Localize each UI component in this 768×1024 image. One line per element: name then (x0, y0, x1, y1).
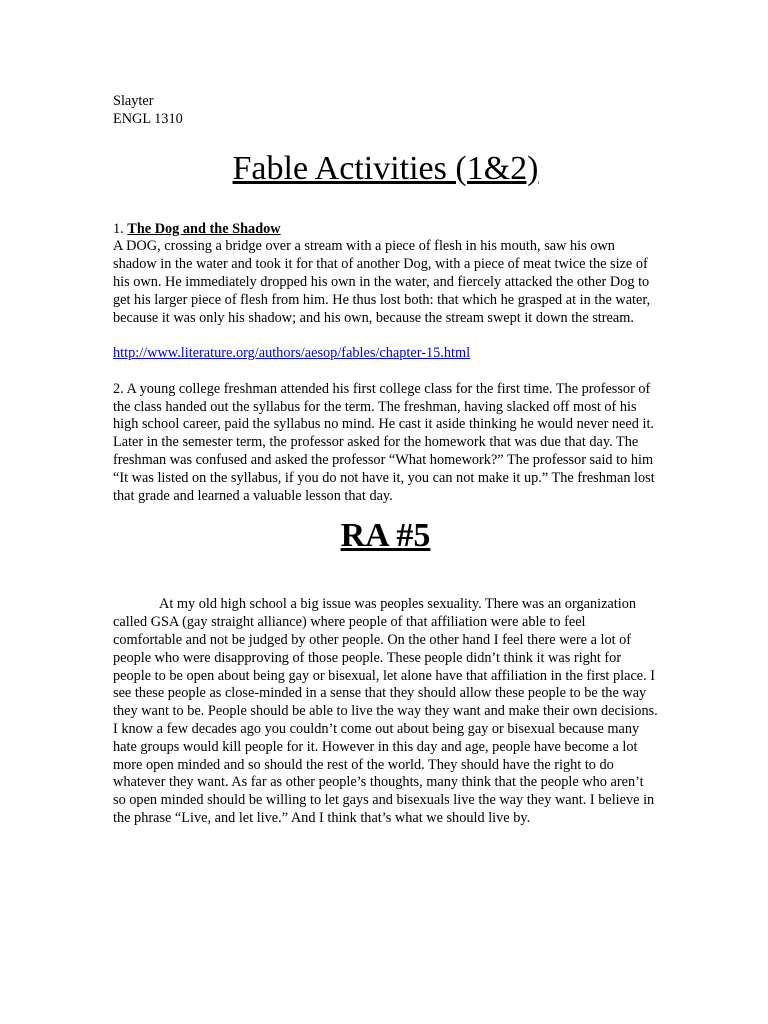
fable-1-heading: The Dog and the Shadow (127, 220, 281, 237)
document-page (113, 93, 658, 828)
ra-essay-body: At my old high school a big issue was peoples sexuality. There was an organization called GSA (gay straight alliance) where people of that affiliation were able to feel comfortable and not be judged by other people. On the other hand I feel there were a lot of people who were disapproving of those people. These people didn’t think it was right for people to be open about being gay or bisexual, let alone have that affiliation in the first place. I see these people as close-minded in a sense that they should allow these people to be the way they want to be. People should be able to live the way they want and make their own decisions. I know a few decades ago you couldn’t come out about being gay or bisexual because many hate groups would kill people for it. However in this day and age, people have become a lot more open minded and so should the rest of the world. They should have the right to do whatever they want. As far as other people’s thoughts, many think that the people who aren’t so open minded should be willing to let gays and bisexuals live the way they want. I believe in the phrase “Live, and let live.” And I think that’s what we should live by. (113, 596, 658, 826)
fable-1-heading-line (113, 221, 658, 239)
course-code: ENGL 1310 (113, 110, 183, 127)
fable-2-body: 2. A young college freshman attended his first college class for the first time. The professor of the class handed out the syllabus for the term. The freshman, having slacked off most of his high school career, paid the syllabus no mind. He cast it aside thinking he would never need it. Later in the semester term, the professor asked for the homework that was due that day. The freshman was confused and asked the professor “What homework?” The professor said to him “It was listed on the syllabus, if you do not have it, you can not make it up.” The freshman lost that grade and learned a valuable lesson that day. (113, 380, 655, 504)
ra-title: RA #5 (340, 517, 431, 555)
fable-1-body: A DOG, crossing a bridge over a stream with a piece of flesh in his mouth, saw his own shadow in the water and took it for that of another Dog, with a piece of meat twice the size of his own. He immediately dropped his own in the water, and fiercely attacked the other Dog to get his larger piece of flesh from him. He thus lost both: that which he grasped at in the water, because it was only his shadow; and his own, because the stream swept it down the stream. (113, 238, 651, 326)
fable-1-number: 1. (113, 220, 128, 237)
page-title: Fable Activities (1&2) (232, 149, 539, 187)
fable-1-section (113, 221, 658, 363)
author-name: Slayter (113, 93, 154, 109)
fable-source-link[interactable]: http://www.literature.org/authors/aesop/fables/chapter-15.html (113, 345, 471, 362)
